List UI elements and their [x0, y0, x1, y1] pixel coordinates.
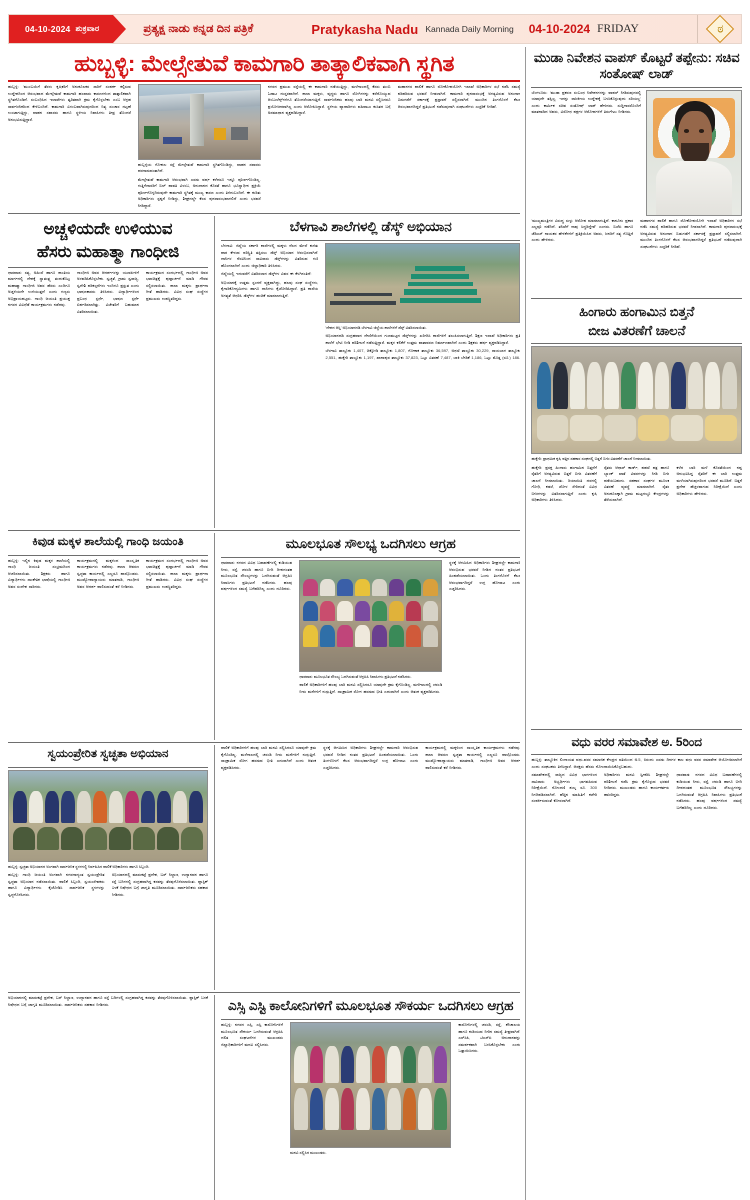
article-lead-flyover [8, 47, 520, 209]
article-seed [531, 301, 742, 727]
right-column [531, 47, 742, 1200]
stat-value: 7,487 [440, 354, 451, 360]
deaf-col-3 [146, 558, 208, 716]
seed-headline-line2: ಬೀಜ ವಿತರಣೆಗೆ ಚಾಲನೆ [588, 322, 686, 338]
article-gandhi [8, 216, 208, 528]
gandhi-headline-line2: ಹೆಸರು ಮಹಾತ್ಮಾ ಗಾಂಧೀಜಿ [36, 242, 180, 261]
flyover-photo-caption: ಹುಬ್ಬಳ್ಳಿಯ ಗೋಕುಲ ರಸ್ತೆ ಮೇಲ್ಸೇತುವೆ ಕಾಮಗಾರಿ ಸ್ಥಗಿತಗೊಂಡಿದ್ದು, ವಾಹನ ಸವಾರರು ಪರದಾಡುವಂತಾಗಿದೆ. [137, 162, 261, 174]
page-body [8, 47, 742, 1200]
infra-text-3: ಸ್ಥಳಕ್ಕೆ ಆಗಮಿಸಿದ ಅಧಿಕಾರಿಗಳು ಶೀಘ್ರದಲ್ಲೇ ಕಾಮಗಾರಿ ಆರಂಭಿಸುವ ಭರವಸೆ ನೀಡಿದ ನಂತರ ಪ್ರತಿಭಟನೆ ಹಿಂಪಡೆಯಲಾಯಿತು. ಒಂದು ತಿಂಗಳೊಳಗೆ ಕೆಲಸ ಆರಂಭವಾಗದಿದ್ದರೆ ಉಗ್ರ ಹೋರಾಟ ಎಂದು ಎಚ್ಚರಿಸಿದರು. [449, 560, 521, 592]
infra-text-2: ಪಾಲಿಕೆ ಅಧಿಕಾರಿಗಳಿಗೆ ಹಲವು ಬಾರಿ ಮನವಿ ಸಲ್ಲಿಸಿದರೂ ಯಾವುದೇ ಕ್ರಮ ಕೈಗೊಂಡಿಲ್ಲ. ಮಳೆಗಾಲದಲ್ಲಿ ಚರಂಡಿ ನೀರು ಮನೆಗಳಿಗೆ ನುಗ್ಗುತ್ತಿದೆ. ಸಾಂಕ್ರಾಮಿಕ ರೋಗ ಹರಡುವ ಭೀತಿ ಎದುರಾಗಿದೆ ಎಂದು ಆತಂಕ ವ್ಯಕ್ತಪಡಿಸಿದರು. [299, 682, 443, 694]
logo-glyph: ಠ [716, 21, 724, 36]
scsp-text-2: ಕಾಲೋನಿಗಳಲ್ಲಿ ಚರಂಡಿ, ರಸ್ತೆ, ಶೌಚಾಲಯ ಹಾಗೂ ಕುಡಿಯುವ ನೀರಿನ ಸಮಸ್ಯೆ ತೀವ್ರವಾಗಿದೆ. ಎಸ್‌ಸಿಪಿ, ಟಿಎಸ್‌ಪಿ ಅನುದಾನವನ್ನು ಸಮರ್ಪಕವಾಗಿ ಬಳಸಿಕೊಳ್ಳಬೇಕು ಎಂದು ಒತ್ತಾಯಿಸಿದರು. [458, 1022, 521, 1054]
seed-photo [531, 346, 742, 454]
marriage-columns [531, 772, 742, 1028]
article-scsp [8, 995, 520, 1200]
vertical-divider-4 [214, 995, 215, 1200]
divider-4 [8, 992, 520, 993]
stat-value: 1,807 [394, 348, 405, 354]
article-deaf-school [8, 533, 208, 740]
desk-text-2b: ಅಭಿಯಾನಕ್ಕೆ ಉತ್ತಮ ಸ್ಪಂದನೆ ವ್ಯಕ್ತವಾಗಿದ್ದು, ಹಲವು ಸಂಘ ಸಂಸ್ಥೆಗಳು, ಕೈಗಾರಿಕೋದ್ಯಮಿಗಳು ಹಾಗೂ ದಾನಿಗಳು ಕೈಜೋಡಿಸಿದ್ದಾರೆ. ಪ್ರತಿ ಶಾಲೆಯ ಅಗತ್ಯತೆ ಆಧರಿಸಿ ಡೆಸ್ಕ್‌ಗಳ ಹಂಚಿಕೆ ಮಾಡಲಾಗುತ್ತಿದೆ. [221, 279, 319, 298]
stat-item: ಅಥಣಿ ತಾಲ್ಲೂಕು [451, 348, 475, 354]
lead-col-1 [8, 84, 131, 209]
seed-rule [531, 343, 742, 344]
main-column [8, 47, 520, 1200]
vertical-divider-1 [214, 216, 215, 528]
masthead-day: FRIDAY [597, 23, 639, 35]
marriage-text-3: ಅಧಿಕಾರಿಗಳು ಮನವಿ ಸ್ವೀಕರಿಸಿ ಶೀಘ್ರದಲ್ಲೇ ಪರಿಶೀಲನೆ ನಡೆಸಿ ಕ್ರಮ ಕೈಗೊಳ್ಳುವ ಭರವಸೆ ನೀಡಿದರು. ಮುಖಂಡರು ಹಾಗೂ ಕಾರ್ಯಕರ್ತರು ಹಾಜರಿದ್ದರು. [603, 772, 670, 797]
gandhi-text-3: ಕಾರ್ಯಕ್ರಮದ ಸಂದರ್ಭದಲ್ಲಿ ಗಾಂಧೀಜಿ ಅವರ ಭಾವಚಿತ್ರಕ್ಕೆ ಪುಷ್ಪಾರ್ಚನೆ ಮಾಡಿ ಗೌರವ ಸಲ್ಲಿಸಲಾಯಿತು. ಶಾಲಾ ಮಕ್ಕಳು ಪ್ರಾರ್ಥನಾ ಗೀತೆ ಹಾಡಿದರು. ವಿವಿಧ ಸಂಘ ಸಂಸ್ಥೆಗಳ ಪ್ರಮುಖರು ಉಪಸ್ಥಿತರಿದ್ದರು. [146, 269, 208, 301]
desk-stats-intro: ಜಿಲ್ಲೆಯಲ್ಲಿ ಇದುವರೆಗೆ ವಿತರಿಸಲಾದ ಡೆಸ್ಕ್‌ಗಳ ವಿವರ ಈ ಕೆಳಗಿನಂತಿದೆ: [221, 271, 312, 277]
lead-text-1: ಹುಬ್ಬಳ್ಳಿ: 'ಮುಂಬಯಿಗೆ ತೆರಳು ಕೃಷಿಕರಿಗೆ ಅನುಕೂಲಕರ ಸಾರಿಗೆ ಸಂಪರ್ಕ ಕಲ್ಪಿಸುವ ಉದ್ದೇಶದಿಂದ ಆರಂಭವಾದ ಮೇಲ್ಸೇತುವೆ ಕಾಮಗಾರಿ ಹಲವಾರು ಕಾರಣಗಳಿಂದ ತಾತ್ಕಾಲಿಕವಾಗಿ ಸ್ಥಗಿತಗೊಂಡಿದೆ. ಸಂಬಂಧಿಸಿದ ಇಲಾಖೆಗಳು ತ್ವರಿತವಾಗಿ ಕ್ರಮ ಕೈಗೊಳ್ಳಬೇಕು ಎಂಬ ಆಗ್ರಹ ಸಾರ್ವಜನಿಕರಿಂದ ಕೇಳಿಬಂದಿದೆ. ಕಾಮಗಾರಿ ವಿಳಂಬವಾಗಿರುವುದರಿಂದ ನಿತ್ಯ ಸಂಚಾರ ದಟ್ಟಣೆ ಉಂಟಾಗುತ್ತಿದ್ದು, ವಾಹನ ಸವಾರರು ಹಾಗೂ ಸ್ಥಳೀಯ ನಿವಾಸಿಗಳು ತೀವ್ರ ತೊಂದರೆ ಅನುಭವಿಸುತ್ತಿದ್ದಾರೆ. [8, 84, 131, 122]
marriage-text-4: ಧಾರವಾಡ: ನಗರದ ವಿವಿಧ ಬಡಾವಣೆಗಳಲ್ಲಿ ಕುಡಿಯುವ ನೀರು, ರಸ್ತೆ, ಚರಂಡಿ ಹಾಗೂ ಬೀದಿ ದೀಪದಂತಹ ಮೂಲಭೂತ ಸೌಲಭ್ಯಗಳನ್ನು ಒದಗಿಸುವಂತೆ ಆಗ್ರಹಿಸಿ ನಿವಾಸಿಗಳು ಪ್ರತಿಭಟನೆ ನಡೆಸಿದರು. ಹಲವು ವರ್ಷಗಳಿಂದ ಸಮಸ್ಯೆ ಬಗೆಹರಿದಿಲ್ಲ ಎಂದು ದೂರಿದರು. [676, 772, 742, 810]
cleanliness-text-2: ಅಭಿಯಾನದಲ್ಲಿ ಮಾರುಕಟ್ಟೆ ಪ್ರದೇಶ, ಬಸ್ ನಿಲ್ದಾಣ, ಉದ್ಯಾನವನ ಹಾಗೂ ರಸ್ತೆ ಬದಿಗಳಲ್ಲಿ ಸಂಗ್ರಹವಾಗಿದ್ದ ಕಸವನ್ನು ತೆರವುಗೊಳಿಸಲಾಯಿತು. ಪ್ಲಾಸ್ಟಿಕ್ ಬಳಕೆ ನಿಷೇಧದ ಬಗ್ಗೆ ಜಾಗೃತಿ ಮೂಡಿಸಲಾಯಿತು. ಸಾರ್ವಜನಿಕರು ಸಹಕಾರ ನೀಡಿದರು. [111, 872, 208, 897]
minister-col-3 [640, 218, 742, 296]
lead-col-4 [398, 84, 521, 209]
lead-text-2: ಮೇಲ್ಸೇತುವೆ ಕಾಮಗಾರಿ ಆರಂಭವಾಗಿ ಎರಡು ವರ್ಷ ಕಳೆದರೂ ಇನ್ನೂ ಪೂರ್ಣಗೊಂಡಿಲ್ಲ. ಗುತ್ತಿಗೆದಾರರಿಗೆ ಬಿಲ್ ಪಾವತಿ ವಿಳಂಬ, ಅನುದಾನದ ಕೊರತೆ ಹಾಗೂ ಭೂಸ್ವಾಧೀನ ಪ್ರಕ್ರಿಯೆ ಪೂರ್ಣಗೊಳ್ಳದಿರುವುದೇ ಕಾಮಗಾರಿ ಸ್ಥಗಿತಕ್ಕೆ ಮುಖ್ಯ ಕಾರಣ ಎಂದು ತಿಳಿದುಬಂದಿದೆ. ಈ ಕುರಿತು ಅಧಿಕಾರಿಗಳು ಸ್ಪಷ್ಟನೆ ನೀಡಿದ್ದು, ಶೀಘ್ರದಲ್ಲೇ ಕೆಲಸ ಪುನರಾರಂಭವಾಗಲಿದೆ ಎಂದು ಭರವಸೆ ನೀಡಿದ್ದಾರೆ. [137, 176, 261, 208]
stat-item: ರಾಯಬಾಗ ತಾಲ್ಲೂಕು [491, 348, 521, 354]
stat-value: 37,823 [405, 354, 418, 360]
stat-value: 2,551 [325, 354, 336, 360]
desk-columns [221, 243, 520, 361]
article-infra [221, 533, 520, 740]
masthead-date-tab-date: 04-10-2024 [25, 24, 71, 34]
marriage-text-1: ಹುಬ್ಬಳ್ಳಿ: ತಾಲ್ಲೂಕಿನ ಲಿಂಗಾಯತ ವಧು-ವರರ ಸಮಾಜಿಕ ಕೇಂದ್ರದ ವತಿಯಿಂದ ಅ.5, 6ರಂದು ಎರಡು ದಿನಗಳ ಕಾಲ ವಧು ವರರ ಸಮಾವೇಶ ಆಯೋಜಿಸಲಾಗಿದೆ ಎಂದು ಸಂಘಟಕರು ತಿಳಿಸಿದ್ದಾರೆ. ಆಸಕ್ತರು ಹೆಸರು ನೋಂದಾಯಿಸಿಕೊಳ್ಳಬಹುದು. [531, 757, 742, 769]
lead-columns [8, 84, 520, 209]
band-three [8, 533, 520, 740]
divider-1 [8, 213, 520, 214]
desk-stats-list: ಬೆಳಗಾವಿ ತಾಲ್ಲೂಕು 1,407, ಚಿಕ್ಕೋಡಿ ತಾಲ್ಲೂಕು 1,807, ಗೋಕಾಕ ತಾಲ್ಲೂಕು 36,597, ಅಥಣಿ ತಾಲ್ಲೂಕು 30,229, ರಾಯಬಾಗ ತಾಲ್ಲೂಕು 2,551, ಹುಕ್ಕೇರಿ ತಾಲ್ಲೂಕು 1,197, ಖಾನಾಪುರ ತಾಲ್ಲೂಕು 37,823, ಒಟ್ಟು ವಿತರಣೆ 7,487, ಬಾಕಿ ಬೇಡಿಕೆ 1,186, ಒಟ್ಟು ಮೊತ್ತ (ರೂ.) 186. [325, 348, 521, 360]
minister-text-col [531, 90, 641, 216]
seed-col-2 [604, 465, 670, 727]
stat-item: ಬೆಳಗಾವಿ ತಾಲ್ಲೂಕು [325, 348, 352, 354]
divider-2 [8, 530, 520, 531]
stat-value: 30,229 [476, 348, 489, 354]
seed-text-2: ರೈತರು ಆಧಾರ್ ಕಾರ್ಡ್, ಪಹಣಿ ಪತ್ರ ಹಾಗೂ ಬ್ಯಾಂಕ್ ಖಾತೆ ವಿವರಗಳನ್ನು ನೀಡಿ ಬೀಜ ಪಡೆಯಬಹುದು. ಸಹಕಾರ ಸಂಘಗಳ ಮೂಲಕ ವಿತರಣೆ ವ್ಯವಸ್ಥೆ ಮಾಡಲಾಗಿದೆ. ರೈತರ ಅನುಕೂಲಕ್ಕಾಗಿ ಗ್ರಾಮ ಮಟ್ಟದಲ್ಲೂ ಕೇಂದ್ರಗಳನ್ನು ತೆರೆಯಲಾಗಿದೆ. [603, 464, 670, 503]
deaf-col-1 [8, 558, 70, 716]
scsp-col-1 [221, 1022, 283, 1187]
desk-photo-caption: 'ದೇಶದ ಆಸ್ತಿ' ಅಭಿಯಾನದಡಿ ಬೆಳಗಾವಿ ಜಿಲ್ಲೆಯ ಶಾಲೆಗಳಿಗೆ ಡೆಸ್ಕ್ ವಿತರಿಸಲಾಯಿತು. [325, 325, 427, 331]
lead-headline: ಹುಬ್ಬಳ್ಳಿ: ಮೇಲ್ಸೇತುವೆ ಕಾಮಗಾರಿ ತಾತ್ಕಾಲಿಕವಾಗಿ ಸ್ಥಗಿತ [74, 51, 455, 76]
infra-col-1 [221, 560, 292, 740]
article-minister [531, 47, 742, 296]
cleanliness-rule [8, 767, 208, 768]
flyover-photo-art [139, 85, 260, 159]
marriage-col-3 [676, 772, 742, 1028]
marriage-text-2: ಸಮಾವೇಶದಲ್ಲಿ ರಾಜ್ಯದ ವಿವಿಧ ಭಾಗಗಳಿಂದ ಸಾವಿರಾರು ಅಭ್ಯರ್ಥಿಗಳು ಭಾಗವಹಿಸುವ ನಿರೀಕ್ಷೆಯಿದೆ. ನೋಂದಣಿ ಶುಲ್ಕ ರೂ. 300 ನಿಗದಿಪಡಿಸಲಾಗಿದೆ. ಹೆಚ್ಚಿನ ಮಾಹಿತಿಗೆ ಕಚೇರಿ ಸಂಪರ್ಕಿಸುವಂತೆ ಕೋರಲಾಗಿದೆ. [531, 772, 597, 804]
infra-continued [221, 745, 520, 990]
lead-text-4: ಮಹಾನಗರ ಪಾಲಿಕೆ ಹಾಗೂ ಲೋಕೋಪಯೋಗಿ ಇಲಾಖೆ ಅಧಿಕಾರಿಗಳ ಸಭೆ ನಡೆಸಿ ಸಮಸ್ಯೆ ಪರಿಹರಿಸುವ ಭರವಸೆ ನೀಡಲಾಗಿದೆ. ಕಾಮಗಾರಿ ಪುನರಾರಂಭಕ್ಕೆ ಅಗತ್ಯವಿರುವ ಅನುದಾನ ಬಿಡುಗಡೆಗೆ ಸರ್ಕಾರಕ್ಕೆ ಪ್ರಸ್ತಾವನೆ ಸಲ್ಲಿಸಲಾಗಿದೆ. ಮುಂದಿನ ತಿಂಗಳೊಳಗೆ ಕೆಲಸ ಆರಂಭವಾಗದಿದ್ದರೆ ಪ್ರತಿಭಟನೆ ನಡೆಸುವುದಾಗಿ ಸಂಘಟನೆಗಳು ಎಚ್ಚರಿಕೆ ನೀಡಿವೆ. [397, 84, 521, 109]
gandhi-col-3 [146, 270, 208, 528]
desk-col-photo [325, 243, 520, 361]
desk-photo [325, 243, 520, 323]
infra-cont-col-2 [323, 745, 418, 865]
desk-text-1: ಬೆಳಗಾವಿ: ಜಿಲ್ಲೆಯ ಸರ್ಕಾರಿ ಶಾಲೆಗಳಲ್ಲಿ ಮಕ್ಕಳು ನೆಲದ ಮೇಲೆ ಕುಳಿತು ಪಾಠ ಕೇಳುವ ಪರಿಸ್ಥಿತಿ ತಪ್ಪಿಸಲು ಡೆಸ್ಕ್ ಅಭಿಯಾನ ಆರಂಭಿಸಲಾಗಿದೆ. ದಾನಿಗಳ ನೆರವಿನಿಂದ ಸಾವಿರಾರು ಡೆಸ್ಕ್‌ಗಳನ್ನು ವಿತರಿಸುವ ಗುರಿ ಹೊಂದಲಾಗಿದೆ ಎಂದು ಜಿಲ್ಲಾಧಿಕಾರಿ ತಿಳಿಸಿದರು. [221, 243, 319, 268]
infra-cont-text-3: ಕಾರ್ಯಕ್ರಮದಲ್ಲಿ ಮಕ್ಕಳಿಂದ ಸಾಂಸ್ಕೃತಿಕ ಕಾರ್ಯಕ್ರಮಗಳು ನಡೆದವು. ಶಾಲಾ ಆವರಣ ಸ್ವಚ್ಛತಾ ಕಾರ್ಯದಲ್ಲಿ ಎಲ್ಲರೂ ಪಾಲ್ಗೊಂಡರು. ಮುಖ್ಯೋಪಾಧ್ಯಾಯರು ಮಾತನಾಡಿ, ಗಾಂಧೀಜಿ ಅವರ ಆದರ್ಶ ಪಾಲಿಸುವಂತೆ ಕರೆ ನೀಡಿದರು. [425, 745, 521, 770]
deaf-col-2 [77, 558, 139, 716]
cleanliness-photo [8, 770, 208, 862]
minister-photo-col [646, 90, 742, 216]
infra-col-photo [299, 560, 442, 740]
seed-text-3: ಕಳೆದ ಬಾರಿ ಮಳೆ ಕೊರತೆಯಿಂದ ನಷ್ಟ ಅನುಭವಿಸಿದ್ದ ರೈತರಿಗೆ ಈ ಬಾರಿ ಉತ್ತಮ ಮಳೆಯಾಗಿರುವುದರಿಂದ ಭರವಸೆ ಮೂಡಿದೆ. ಬಿತ್ತನೆ ಪ್ರದೇಶ ಹೆಚ್ಚಳವಾಗುವ ನಿರೀಕ್ಷೆಯಿದೆ ಎಂದು ಅಧಿಕಾರಿಗಳು ಹೇಳಿದರು. [676, 464, 742, 496]
minister-photo-art [647, 91, 741, 215]
stat-value: 1,197 [363, 354, 374, 360]
masthead-date-tab-day: ಶುಕ್ರವಾರ [75, 24, 100, 33]
vertical-divider-3 [214, 745, 215, 990]
minister-lower-columns [531, 218, 742, 296]
stat-item: ಒಟ್ಟು ವಿತರಣೆ [420, 354, 439, 360]
marriage-col-2 [604, 772, 670, 1028]
desk-text-3: ಅಭಿಯಾನದಡಿ ಸಂಗ್ರಹವಾದ ದೇಣಿಗೆಯಿಂದ ಗುಣಮಟ್ಟದ ಡೆಸ್ಕ್‌ಗಳನ್ನು ಖರೀದಿಸಿ ಶಾಲೆಗಳಿಗೆ ತಲುಪಿಸಲಾಗುತ್ತಿದೆ. ಶಿಕ್ಷಣ ಇಲಾಖೆ ಅಧಿಕಾರಿಗಳು ಪ್ರತಿ ಶಾಲೆಗೆ ಭೇಟಿ ನೀಡಿ ಪರಿಶೀಲನೆ ನಡೆಸುತ್ತಿದ್ದಾರೆ. ಮಕ್ಕಳ ಕಲಿಕೆಗೆ ಉತ್ತಮ ವಾತಾವರಣ ನಿರ್ಮಾಣವಾಗಿದೆ ಎಂದು ಶಿಕ್ಷಕರು ಹರ್ಷ ವ್ಯಕ್ತಪಡಿಸಿದ್ದಾರೆ. [325, 333, 521, 345]
masthead-center [253, 15, 697, 43]
stat-item: ಚಿಕ್ಕೋಡಿ ತಾಲ್ಲೂಕು [366, 348, 393, 354]
minister-text-1: ಬೆಂಗಳೂರು: 'ಮುಡಾ ಪ್ರಕರಣ ಸಂಬಂಧ ನಿವೇಶನಗಳನ್ನು ವಾಪಸ್ ನೀಡಿರುವುದರಲ್ಲಿ ಯಾವುದೇ ತಪ್ಪಿಲ್ಲ. ಇದನ್ನು ರಾಜಕೀಯ ಉದ್ದೇಶಕ್ಕೆ ಬಳಸಿಕೊಳ್ಳುವುದು ಸರಿಯಲ್ಲ' ಎಂದು ಕಾರ್ಮಿಕ ಸಚಿವ ಸಂತೋಷ್ ಲಾಡ್ ಹೇಳಿದರು. ಸುದ್ದಿಗಾರರೊಂದಿಗೆ ಮಾತನಾಡಿದ ಅವರು, ವಿರೋಧ ಪಕ್ಷಗಳ ಆರೋಪಗಳಿಗೆ ತಿರುಗೇಟು ನೀಡಿದರು. [531, 89, 641, 115]
gandhi-text-2: ಗಾಂಧೀಜಿ ಅವರ ಆದರ್ಶಗಳನ್ನು ಯುವಪೀಳಿಗೆ ಅಳವಡಿಸಿಕೊಳ್ಳಬೇಕು. ಸ್ವಚ್ಛತೆ, ಗ್ರಾಮ ಸ್ವರಾಜ್ಯ, ಸ್ವದೇಶಿ ಪರಿಕಲ್ಪನೆಗಳು ಇಂದಿಗೂ ಪ್ರಸ್ತುತ ಎಂದು ಭಾಷಣಕಾರರು ತಿಳಿಸಿದರು. ವಿದ್ಯಾರ್ಥಿಗಳಿಂದ ಪ್ರಬಂಧ ಸ್ಪರ್ಧೆ, ಭಾಷಣ ಸ್ಪರ್ಧೆ ಏರ್ಪಡಿಸಲಾಗಿತ್ತು. ವಿಜೇತರಿಗೆ ಬಹುಮಾನ ವಿತರಿಸಲಾಯಿತು. [77, 269, 139, 314]
minister-headline: ಮುಡಾ ನಿವೇಶನ ವಾಪಸ್ ಕೊಟ್ಟರೆ ತಪ್ಪೇನು: ಸಚಿವ ಸಂತೋಷ್ ಲಾಡ್ [533, 50, 740, 81]
marriage-col-1 [531, 772, 597, 1028]
masthead-date: 04-10-2024 [528, 22, 591, 36]
cleanliness-col-1 [8, 872, 105, 990]
gandhi-col-1 [8, 270, 70, 528]
right-divider-1 [531, 298, 742, 299]
masthead-tagline: ಪ್ರತ್ಯಕ್ಷ ನಾಡು ಕನ್ನಡ ದಿನ ಪತ್ರಿಕೆ [143, 22, 254, 35]
infra-cont-columns [221, 745, 520, 865]
cleanliness-text-1: ಹುಬ್ಬಳ್ಳಿ: ಗಾಂಧಿ ಜಯಂತಿ ಅಂಗವಾಗಿ ನಗರದಾದ್ಯಂತ ಸ್ವಯಂಪ್ರೇರಿತ ಸ್ವಚ್ಛತಾ ಅಭಿಯಾನ ನಡೆಸಲಾಯಿತು. ಪಾಲಿಕೆ ಸಿಬ್ಬಂದಿ, ಸ್ವಯಂಸೇವಕರು ಹಾಗೂ ವಿದ್ಯಾರ್ಥಿಗಳು ಕೈಜೋಡಿಸಿ ಸಾರ್ವಜನಿಕ ಸ್ಥಳಗಳನ್ನು ಸ್ವಚ್ಛಗೊಳಿಸಿದರು. [8, 872, 105, 897]
marriage-headline: ವಧು ವರರ ಸಮಾವೇಶ ಅ. 5ರಿಂದ [571, 734, 703, 749]
scsp-photo-caption: ಮನವಿ ಸಲ್ಲಿಸಿದ ಮುಖಂಡರು. [290, 1150, 327, 1156]
seed-text-1: ಹುಕ್ಕೇರಿ: ಪ್ರಸಕ್ತ ಹಿಂಗಾರು ಹಂಗಾಮಿನ ಬಿತ್ತನೆಗೆ ರೈತರಿಗೆ ಅಗತ್ಯವಿರುವ ಬಿತ್ತನೆ ಬೀಜ ವಿತರಣೆಗೆ ಚಾಲನೆ ನೀಡಲಾಯಿತು. ರಿಯಾಯಿತಿ ದರದಲ್ಲಿ ಗೋಧಿ, ಕಡಲೆ, ಜೋಳ ಸೇರಿದಂತೆ ವಿವಿಧ ಬೀಜಗಳನ್ನು ವಿತರಿಸಲಾಗುತ್ತಿದೆ ಎಂದು ಕೃಷಿ ಅಧಿಕಾರಿಗಳು ತಿಳಿಸಿದರು. [531, 464, 597, 503]
stat-item: ಖಾನಾಪುರ ತಾಲ್ಲೂಕು [376, 354, 404, 360]
infra-cont-text-1: ಪಾಲಿಕೆ ಅಧಿಕಾರಿಗಳಿಗೆ ಹಲವು ಬಾರಿ ಮನವಿ ಸಲ್ಲಿಸಿದರೂ ಯಾವುದೇ ಕ್ರಮ ಕೈಗೊಂಡಿಲ್ಲ. ಮಳೆಗಾಲದಲ್ಲಿ ಚರಂಡಿ ನೀರು ಮನೆಗಳಿಗೆ ನುಗ್ಗುತ್ತಿದೆ. ಸಾಂಕ್ರಾಮಿಕ ರೋಗ ಹರಡುವ ಭೀತಿ ಎದುರಾಗಿದೆ ಎಂದು ಆತಂಕ ವ್ಯಕ್ತಪಡಿಸಿದರು. [221, 745, 317, 770]
deaf-headline: ಕಿವುಡ ಮಕ್ಕಳ ಶಾಲೆಯಲ್ಲಿ ಗಾಂಧಿ ಜಯಂತಿ [32, 535, 184, 548]
lead-col-2-with-photo [138, 84, 261, 209]
deaf-text-1: ಹುಬ್ಬಳ್ಳಿ: ಇಲ್ಲಿನ ಕಿವುಡ ಮಕ್ಕಳ ಶಾಲೆಯಲ್ಲಿ ಗಾಂಧಿ ಜಯಂತಿ ಸಂಭ್ರಮದಿಂದ ಆಚರಿಸಲಾಯಿತು. ಶಿಕ್ಷಕರು ಹಾಗೂ ವಿದ್ಯಾರ್ಥಿಗಳು ಸಾಂಕೇತಿಕ ಭಾಷೆಯಲ್ಲಿ ಗಾಂಧೀಜಿ ಅವರ ಸಂದೇಶ ಸಾರಿದರು. [8, 557, 70, 589]
right-divider-2 [531, 729, 742, 730]
infra-rule [221, 557, 520, 558]
deaf-text-3: ಕಾರ್ಯಕ್ರಮದ ಸಂದರ್ಭದಲ್ಲಿ ಗಾಂಧೀಜಿ ಅವರ ಭಾವಚಿತ್ರಕ್ಕೆ ಪುಷ್ಪಾರ್ಚನೆ ಮಾಡಿ ಗೌರವ ಸಲ್ಲಿಸಲಾಯಿತು. ಶಾಲಾ ಮಕ್ಕಳು ಪ್ರಾರ್ಥನಾ ಗೀತೆ ಹಾಡಿದರು. ವಿವಿಧ ಸಂಘ ಸಂಸ್ಥೆಗಳ ಪ್ರಮುಖರು ಉಪಸ್ಥಿತರಿದ್ದರು. [146, 557, 208, 589]
masthead-date-tab [9, 15, 113, 43]
desk-headline: ಬೆಳಗಾವಿ ಶಾಲೆಗಳಲ್ಲಿ ಡೆಸ್ಕ್ ಅಭಿಯಾನ [289, 219, 452, 235]
infra-cont-text-2: ಸ್ಥಳಕ್ಕೆ ಆಗಮಿಸಿದ ಅಧಿಕಾರಿಗಳು ಶೀಘ್ರದಲ್ಲೇ ಕಾಮಗಾರಿ ಆರಂಭಿಸುವ ಭರವಸೆ ನೀಡಿದ ನಂತರ ಪ್ರತಿಭಟನೆ ಹಿಂಪಡೆಯಲಾಯಿತು. ಒಂದು ತಿಂಗಳೊಳಗೆ ಕೆಲಸ ಆರಂಭವಾಗದಿದ್ದರೆ ಉಗ್ರ ಹೋರಾಟ ಎಂದು ಎಚ್ಚರಿಸಿದರು. [323, 745, 419, 770]
infra-headline: ಮೂಲಭೂತ ಸೌಲಭ್ಯ ಒದಗಿಸಲು ಆಗ್ರಹ [285, 535, 456, 551]
seed-headline-line1: ಹಿಂಗಾರು ಹಂಗಾಮಿನ ಬಿತ್ತನೆ [579, 303, 695, 319]
stat-item: ಬಾಕಿ ಬೇಡಿಕೆ [453, 354, 470, 360]
masthead [8, 14, 742, 44]
infra-photo [299, 560, 442, 672]
scsp-rule [221, 1019, 520, 1020]
cleanliness-col-2 [112, 872, 209, 990]
scsp-text-1: ಹುಬ್ಬಳ್ಳಿ: ನಗರದ ಎಸ್ಸಿ, ಎಸ್ಟಿ ಕಾಲೋನಿಗಳಿಗೆ ಮೂಲಭೂತ ಸೌಕರ್ಯ ಒದಗಿಸುವಂತೆ ಆಗ್ರಹಿಸಿ ದಲಿತ ಸಂಘಟನೆಗಳ ಮುಖಂಡರು ಜಿಲ್ಲಾಧಿಕಾರಿಗಳಿಗೆ ಮನವಿ ಸಲ್ಲಿಸಿದರು. [221, 1022, 284, 1047]
stat-item: ಹುಕ್ಕೇರಿ ತಾಲ್ಲೂಕು [338, 354, 362, 360]
minister-text-3: ಮಹಾನಗರ ಪಾಲಿಕೆ ಹಾಗೂ ಲೋಕೋಪಯೋಗಿ ಇಲಾಖೆ ಅಧಿಕಾರಿಗಳ ಸಭೆ ನಡೆಸಿ ಸಮಸ್ಯೆ ಪರಿಹರಿಸುವ ಭರವಸೆ ನೀಡಲಾಗಿದೆ. ಕಾಮಗಾರಿ ಪುನರಾರಂಭಕ್ಕೆ ಅಗತ್ಯವಿರುವ ಅನುದಾನ ಬಿಡುಗಡೆಗೆ ಸರ್ಕಾರಕ್ಕೆ ಪ್ರಸ್ತಾವನೆ ಸಲ್ಲಿಸಲಾಗಿದೆ. ಮುಂದಿನ ತಿಂಗಳೊಳಗೆ ಕೆಲಸ ಆರಂಭವಾಗದಿದ್ದರೆ ಪ್ರತಿಭಟನೆ ನಡೆಸುವುದಾಗಿ ಸಂಘಟನೆಗಳು ಎಚ್ಚರಿಕೆ ನೀಡಿವೆ. [640, 217, 743, 249]
gandhi-headline-line1: ಅಚ್ಚಳಿಯದೇ ಉಳಿಯುವ [43, 220, 173, 239]
deaf-rule [8, 555, 208, 556]
stat-value: 1,186 [471, 354, 482, 360]
minister-text-2: 'ಮುಖ್ಯಮಂತ್ರಿಗಳ ವಿರುದ್ಧ ಸುಳ್ಳು ಆರೋಪ ಮಾಡಲಾಗುತ್ತಿದೆ. ಕಾನೂನು ಪ್ರಕಾರ ಎಲ್ಲವೂ ನಡೆದಿದೆ. ತನಿಖೆಗೆ ನಾವು ಸಿದ್ಧರಿದ್ದೇವೆ' ಎಂದರು. ಬಿಜೆಪಿ ಹಾಗೂ ಜೆಡಿಎಸ್ ನಾಯಕರ ಹೇಳಿಕೆಗಳಿಗೆ ಪ್ರತಿಕ್ರಿಯಿಸಿದ ಅವರು, ಜನರಿಗೆ ಸತ್ಯ ಗೊತ್ತಿದೆ ಎಂದು ಹೇಳಿದರು. [531, 217, 634, 243]
article-marriage [531, 732, 742, 1029]
newspaper-page [0, 14, 750, 1162]
gandhi-rule [8, 267, 208, 268]
cleanliness-columns [8, 872, 208, 990]
infra-cont-col-1 [221, 745, 316, 865]
scsp-left-filler [8, 995, 208, 1200]
gandhi-col-2 [77, 270, 139, 528]
scsp-photo [290, 1022, 451, 1148]
article-cleanliness [8, 745, 208, 990]
band-four [8, 745, 520, 990]
band-two [8, 216, 520, 528]
scsp-col-2 [458, 1022, 520, 1187]
stat-value: 36,597 [435, 348, 449, 354]
infra-text-1: ಧಾರವಾಡ: ನಗರದ ವಿವಿಧ ಬಡಾವಣೆಗಳಲ್ಲಿ ಕುಡಿಯುವ ನೀರು, ರಸ್ತೆ, ಚರಂಡಿ ಹಾಗೂ ಬೀದಿ ದೀಪದಂತಹ ಮೂಲಭೂತ ಸೌಲಭ್ಯಗಳನ್ನು ಒದಗಿಸುವಂತೆ ಆಗ್ರಹಿಸಿ ನಿವಾಸಿಗಳು ಪ್ರತಿಭಟನೆ ನಡೆಸಿದರು. ಹಲವು ವರ್ಷಗಳಿಂದ ಸಮಸ್ಯೆ ಬಗೆಹರಿದಿಲ್ಲ ಎಂದು ದೂರಿದರು. [221, 560, 293, 592]
logo-diamond-icon [705, 15, 733, 43]
cleanliness-text-extra: ಅಭಿಯಾನದಲ್ಲಿ ಮಾರುಕಟ್ಟೆ ಪ್ರದೇಶ, ಬಸ್ ನಿಲ್ದಾಣ, ಉದ್ಯಾನವನ ಹಾಗೂ ರಸ್ತೆ ಬದಿಗಳಲ್ಲಿ ಸಂಗ್ರಹವಾಗಿದ್ದ ಕಸವನ್ನು ತೆರವುಗೊಳಿಸಲಾಯಿತು. ಪ್ಲಾಸ್ಟಿಕ್ ಬಳಕೆ ನಿಷೇಧದ ಬಗ್ಗೆ ಜಾಗೃತಿ ಮೂಡಿಸಲಾಯಿತು. ಸಾರ್ವಜನಿಕರು ಸಹಕಾರ ನೀಡಿದರು. [8, 995, 208, 1007]
masthead-subtitle: Kannada Daily Morning [425, 24, 514, 34]
masthead-logo [697, 15, 741, 43]
minister-col-2 [531, 218, 633, 296]
flyover-photo [138, 84, 261, 160]
infra-photo-caption: ಧಾರವಾಡ: ಮೂಲಭೂತ ಸೌಲಭ್ಯ ಒದಗಿಸುವಂತೆ ಆಗ್ರಹಿಸಿ ನಿವಾಸಿಗಳು ಪ್ರತಿಭಟನೆ ನಡೆಸಿದರು. [299, 674, 412, 680]
minister-rule [531, 87, 742, 88]
stat-item: ಒಟ್ಟು ಮೊತ್ತ (ರೂ.) [484, 354, 511, 360]
stat-value: 186 [512, 354, 520, 360]
deaf-columns [8, 558, 208, 716]
minister-photo [646, 90, 742, 216]
infra-col-3 [449, 560, 520, 740]
stat-item: ಗೋಕಾಕ ತಾಲ್ಲೂಕು [408, 348, 434, 354]
desk-col-1 [221, 243, 318, 361]
main-right-divider [525, 47, 526, 1200]
infra-columns [221, 560, 520, 740]
seed-col-3 [676, 465, 742, 727]
deaf-text-2: ಕಾರ್ಯಕ್ರಮದಲ್ಲಿ ಮಕ್ಕಳಿಂದ ಸಾಂಸ್ಕೃತಿಕ ಕಾರ್ಯಕ್ರಮಗಳು ನಡೆದವು. ಶಾಲಾ ಆವರಣ ಸ್ವಚ್ಛತಾ ಕಾರ್ಯದಲ್ಲಿ ಎಲ್ಲರೂ ಪಾಲ್ಗೊಂಡರು. ಮುಖ್ಯೋಪಾಧ್ಯಾಯರು ಮಾತನಾಡಿ, ಗಾಂಧೀಜಿ ಅವರ ಆದರ್ಶ ಪಾಲಿಸುವಂತೆ ಕರೆ ನೀಡಿದರು. [77, 557, 139, 589]
divider-3 [8, 742, 520, 743]
masthead-title: Pratykasha Nadu [311, 21, 419, 37]
vertical-divider-2 [214, 533, 215, 740]
scsp-headline: ಎಸ್ಸಿ ಎಸ್ಟಿ ಕಾಲೋನಿಗಳಿಗೆ ಮೂಲಭೂತ ಸೌಕರ್ಯ ಒದಗಿಸಲು ಆಗ್ರಹ [227, 998, 514, 1014]
lead-col-3 [268, 84, 391, 209]
seed-columns [531, 465, 742, 727]
scsp-body [221, 995, 520, 1200]
desk-rule [221, 240, 520, 241]
cleanliness-headline: ಸ್ವಯಂಪ್ರೇರಿತ ಸ್ವಚ್ಛತಾ ಅಭಿಯಾನ [47, 748, 169, 761]
scsp-columns [221, 1022, 520, 1187]
gandhi-text-1: ಧಾರವಾಡ: ಸತ್ಯ, ಅಹಿಂಸೆ ಹಾಗೂ ಶಾಂತಿಯ ಮಾರ್ಗದಲ್ಲಿ ದೇಶಕ್ಕೆ ಸ್ವಾತಂತ್ರ್ಯ ತಂದುಕೊಟ್ಟ ಮಹಾತ್ಮಾ ಗಾಂಧೀಜಿ ಅವರ ಹೆಸರು ಎಂದಿಗೂ ಅಚ್ಚಳಿಯದೇ ಉಳಿಯುತ್ತದೆ ಎಂದು ಗಣ್ಯರು ಅಭಿಪ್ರಾಯಪಟ್ಟರು. ಗಾಂಧಿ ಜಯಂತಿ ಪ್ರಯುಕ್ತ ನಗರದ ವಿವಿಧೆಡೆ ಕಾರ್ಯಕ್ರಮಗಳು ನಡೆದವು. [8, 269, 70, 308]
scsp-col-photo [290, 1022, 451, 1187]
minister-body [531, 90, 742, 216]
seed-col-1 [531, 465, 597, 727]
lead-text-3: ನಗರದ ಪ್ರಮುಖ ರಸ್ತೆಯಲ್ಲಿ ಈ ಕಾಮಗಾರಿ ನಡೆಯುತ್ತಿದ್ದು, ಮಳೆಗಾಲದಲ್ಲಿ ಕೆಸರು ತುಂಬಿ ಓಡಾಟ ದುಸ್ತರವಾಗಿದೆ. ಶಾಲಾ ಮಕ್ಕಳು, ವೃದ್ಧರು ಹಾಗೂ ರೋಗಿಗಳನ್ನು ಕರೆದೊಯ್ಯುವ ಆಂಬುಲೆನ್ಸ್‌ಗಳಿಗೂ ತೊಂದರೆಯಾಗುತ್ತಿದೆ. ಸಾರ್ವಜನಿಕರು ಹಲವು ಬಾರಿ ಮನವಿ ಸಲ್ಲಿಸಿದರೂ ಪ್ರಯೋಜನವಾಗಿಲ್ಲ ಎಂದು ಆರೋಪಿಸಿದ್ದಾರೆ. ಸ್ಥಳೀಯ ವ್ಯಾಪಾರಿಗಳು ವಹಿವಾಟು ಕುಸಿತದ ಬಗ್ಗೆ ಅಸಮಾಧಾನ ವ್ಯಕ್ತಪಡಿಸಿದ್ದಾರೆ. [267, 84, 391, 116]
cleanliness-photo-caption: ಹುಬ್ಬಳ್ಳಿ: ಸ್ವಚ್ಛತಾ ಅಭಿಯಾನದ ಅಂಗವಾಗಿ ಸಾರ್ವಜನಿಕ ಸ್ಥಳಗಳಲ್ಲಿ ನಿರ್ವಹಿಸಿದ ಪಾಲಿಕೆ ಅಧಿಕಾರಿಗಳು ಹಾಗೂ ಸಿಬ್ಬಂದಿ. [8, 863, 150, 869]
article-desk-campaign [221, 216, 520, 528]
gandhi-columns [8, 270, 208, 528]
infra-cont-col-3 [425, 745, 520, 865]
marriage-rule [531, 754, 742, 755]
desk-photo-art [326, 244, 519, 322]
seed-photo-caption: ಹುಕ್ಕೇರಿ: ಪ್ರಾಥಮಿಕ ಕೃಷಿ ಪತ್ತಿನ ಸಹಕಾರ ಸಂಘದಲ್ಲಿ ಬಿತ್ತನೆ ಬೀಜ ವಿತರಣೆಗೆ ಚಾಲನೆ ನೀಡಲಾಯಿತು. [531, 456, 652, 462]
lead-rule [8, 80, 520, 82]
stat-value: 1,407 [353, 348, 364, 354]
